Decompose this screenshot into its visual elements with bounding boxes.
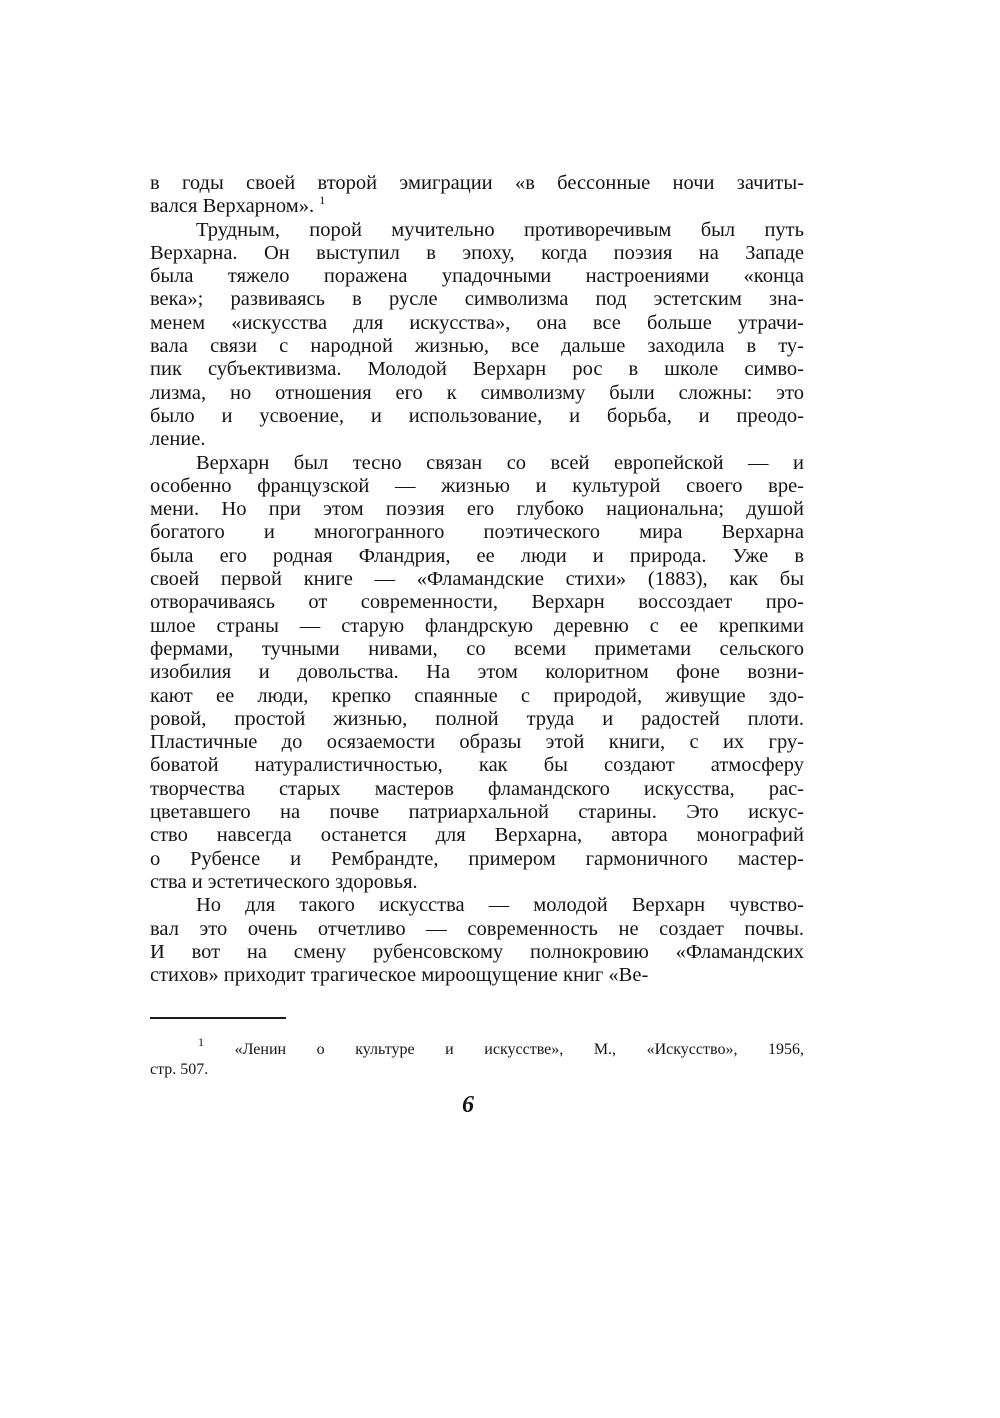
text-line-content: о Рубенсе и Рембрандте, примером гармоничного мастер- bbox=[150, 847, 804, 870]
text-line-content: особенно французской — жизнью и культурой своего вре- bbox=[150, 474, 804, 497]
text-line bbox=[150, 335, 804, 358]
text-line-content: своей первой книге — «Фламандские стихи» (1883), как бы bbox=[150, 568, 804, 591]
text-line-content: Пластичные до осязаемости образы этой книги, с их гру- bbox=[150, 731, 804, 754]
text-line-content: И вот на смену рубенсовскому полнокровию «Фламандских bbox=[150, 940, 804, 963]
text-line bbox=[150, 288, 804, 311]
text-line bbox=[150, 591, 804, 614]
text-line bbox=[150, 265, 804, 288]
text-line bbox=[150, 195, 804, 218]
text-line bbox=[150, 778, 804, 801]
text-line-content: мени. Но при этом поэзия его глубоко национальна; душой bbox=[150, 498, 804, 521]
text-line-content: изобилия и довольства. На этом колоритном фоне возни- bbox=[150, 661, 804, 684]
text-line-content: вал это очень отчетливо — современность не создает почвы. bbox=[150, 917, 804, 940]
text-line bbox=[150, 358, 804, 381]
text-line bbox=[150, 521, 804, 544]
text-line-content: вался Верхарном». bbox=[150, 195, 315, 218]
text-line bbox=[150, 498, 804, 521]
text-line-content: Трудным, порой мучительно противоречивым был путь bbox=[196, 218, 804, 241]
text-line bbox=[150, 964, 804, 987]
text-line bbox=[150, 242, 804, 265]
page-number: 6 bbox=[462, 1092, 474, 1118]
text-line-content: Но для такого искусства — молодой Верхарн чувство- bbox=[196, 894, 804, 917]
text-line bbox=[150, 568, 804, 591]
text-line bbox=[150, 661, 804, 684]
text-line-content: была его родная Фландрия, ее люди и природа. Уже в bbox=[150, 544, 804, 567]
text-line bbox=[150, 545, 804, 568]
text-line-content: менем «искусства для искусства», она все больше утрачи- bbox=[150, 311, 804, 334]
text-line bbox=[150, 405, 804, 428]
text-line bbox=[150, 848, 804, 871]
text-line-content: лизма, но отношения его к символизму были сложны: это bbox=[150, 381, 804, 404]
text-line-content: ства и эстетического здоровья. bbox=[150, 870, 418, 893]
page-body bbox=[150, 172, 804, 987]
text-line bbox=[150, 754, 804, 777]
text-line-content: боватой натуралистичностью, как бы создают атмосферу bbox=[150, 754, 804, 777]
text-line bbox=[150, 708, 804, 731]
text-line-content: в годы своей второй эмиграции «в бессонные ночи зачиты- bbox=[150, 172, 804, 194]
text-line bbox=[150, 824, 804, 847]
footnote-line-2: стр. 507. bbox=[150, 1061, 209, 1078]
text-line-content: шлое страны — старую фландрскую деревню с ее крепкими bbox=[150, 614, 804, 637]
text-line bbox=[150, 801, 804, 824]
text-line-content: была тяжело поражена упадочными настроениями «конца bbox=[150, 265, 804, 288]
text-line-content: века»; развиваясь в русле символизма под эстетским зна- bbox=[150, 288, 804, 311]
text-line-content: было и усвоение, и использование, и борьба, и преодо- bbox=[150, 404, 804, 427]
footnote bbox=[150, 1035, 805, 1080]
text-line bbox=[150, 382, 804, 405]
text-line-content: пик субъективизма. Молодой Верхарн рос в школе симво- bbox=[150, 358, 804, 381]
footnote-mark: 1 bbox=[198, 1035, 204, 1049]
text-line bbox=[150, 894, 804, 917]
text-line bbox=[150, 871, 804, 894]
text-line bbox=[150, 428, 804, 451]
text-line bbox=[150, 312, 804, 335]
text-line bbox=[150, 731, 804, 754]
text-line bbox=[150, 615, 804, 638]
text-line-content: фермами, тучными нивами, со всеми приметами сельского bbox=[150, 637, 804, 660]
text-line bbox=[150, 172, 804, 195]
text-line-content: цветавшего на почве патриархальной старины. Это искус- bbox=[150, 801, 804, 824]
text-line bbox=[150, 685, 804, 708]
footnote-separator bbox=[150, 1017, 286, 1019]
text-line bbox=[150, 918, 804, 941]
text-line-content: богатого и многогранного поэтического мира Верхарна bbox=[150, 521, 804, 544]
text-line-content: Верхарна. Он выступил в эпоху, когда поэзия на Западе bbox=[150, 241, 804, 264]
text-line-content: творчества старых мастеров фламандского искусства, рас- bbox=[150, 777, 804, 800]
text-line-content: стихов» приходит трагическое мироощущение книг «Ве- bbox=[150, 964, 649, 987]
text-line-content: ление. bbox=[150, 428, 206, 451]
main-text bbox=[150, 172, 804, 987]
footnote-line-1 bbox=[150, 1035, 805, 1060]
text-line bbox=[150, 638, 804, 661]
text-line bbox=[150, 941, 804, 964]
text-line-content: кают ее люди, крепко спаянные с природой, живущие здо- bbox=[150, 684, 804, 707]
footnote-text-1: «Ленин о культуре и искусстве», М., «Искусство», 1956, bbox=[234, 1041, 805, 1058]
text-line bbox=[150, 452, 804, 475]
text-line-content: отворачиваясь от современности, Верхарн воссоздает про- bbox=[150, 591, 804, 614]
text-line-content: Верхарн был тесно связан со всей европейской — и bbox=[196, 451, 804, 474]
footnote-reference: 1 bbox=[319, 193, 326, 208]
text-line-content: ство навсегда останется для Верхарна, автора монографий bbox=[150, 824, 804, 847]
text-line-content: вала связи с народной жизнью, все дальше заходила в ту- bbox=[150, 335, 804, 358]
text-line-content: ровой, простой жизнью, полной труда и радостей плоти. bbox=[150, 707, 804, 730]
text-line bbox=[150, 219, 804, 242]
text-line bbox=[150, 475, 804, 498]
